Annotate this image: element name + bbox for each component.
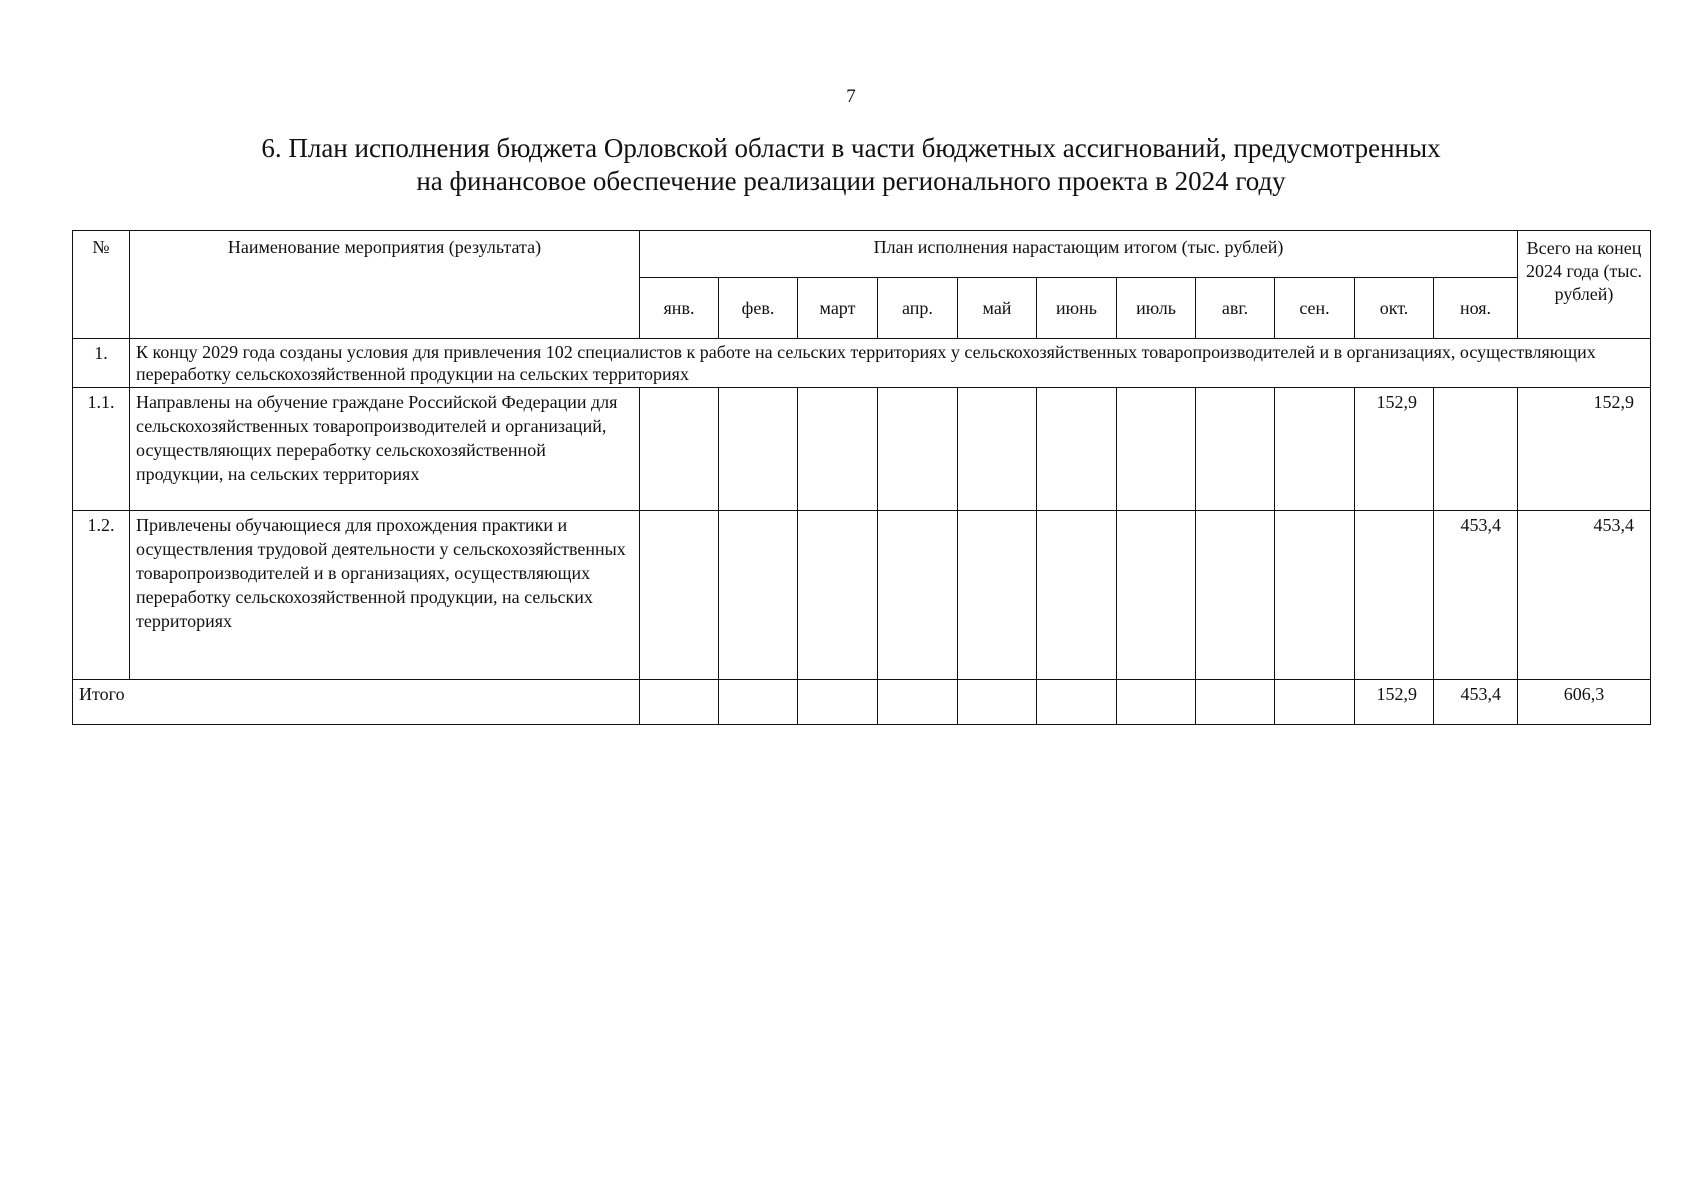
header-plan: План исполнения нарастающим итогом (тыс. рублей) bbox=[640, 231, 1518, 278]
total-month-value bbox=[798, 680, 878, 725]
total-month-value bbox=[1275, 680, 1355, 725]
total-row bbox=[73, 680, 1651, 725]
header-month: июнь bbox=[1037, 278, 1117, 339]
row-total: 453,4 bbox=[1518, 511, 1651, 680]
month-value bbox=[1355, 511, 1434, 680]
month-value bbox=[958, 511, 1037, 680]
month-value bbox=[798, 388, 878, 511]
budget-plan-table bbox=[72, 230, 1651, 725]
header-total: Всего на конец 2024 года (тыс. рублей) bbox=[1518, 231, 1651, 339]
total-month-value bbox=[640, 680, 719, 725]
header-month: июль bbox=[1117, 278, 1196, 339]
row-name: Направлены на обучение граждане Российской Федерации для сельскохозяйственных товаропроизводителей и организаций, осуществляющих переработку сельскохозяйственной продукции, на сельских территориях bbox=[130, 388, 640, 511]
total-month-value bbox=[1196, 680, 1275, 725]
row-name: Привлечены обучающиеся для прохождения практики и осуществления трудовой деятельности у сельскохозяйственных товаропроизводителей и в организациях, осуществляющих переработку сельскохозяйственной продукции, на сельских территориях bbox=[130, 511, 640, 680]
total-month-value bbox=[719, 680, 798, 725]
month-value bbox=[719, 388, 798, 511]
header-month: авг. bbox=[1196, 278, 1275, 339]
header-month: март bbox=[798, 278, 878, 339]
header-month: окт. bbox=[1355, 278, 1434, 339]
header-month: янв. bbox=[640, 278, 719, 339]
month-value bbox=[958, 388, 1037, 511]
header-month: май bbox=[958, 278, 1037, 339]
total-month-value: 453,4 bbox=[1434, 680, 1518, 725]
goal-num: 1. bbox=[73, 339, 130, 388]
header-month: сен. bbox=[1275, 278, 1355, 339]
grand-total: 606,3 bbox=[1518, 680, 1651, 725]
total-month-value bbox=[1037, 680, 1117, 725]
row-total: 152,9 bbox=[1518, 388, 1651, 511]
table-row bbox=[73, 511, 1651, 680]
page-number: 7 bbox=[846, 86, 856, 107]
month-value bbox=[1275, 511, 1355, 680]
month-value bbox=[1037, 511, 1117, 680]
row-num: 1.1. bbox=[73, 388, 130, 511]
month-value bbox=[640, 388, 719, 511]
month-value bbox=[1037, 388, 1117, 511]
total-month-value bbox=[1117, 680, 1196, 725]
month-value bbox=[640, 511, 719, 680]
total-label: Итого bbox=[73, 680, 640, 725]
month-value: 152,9 bbox=[1355, 388, 1434, 511]
goal-text: К концу 2029 года созданы условия для привлечения 102 специалистов к работе на сельских территориях у сельскохозяйственных товаропроизводителей и в организациях, осуществляющих переработку сельскохозяйственной продукции на сельских территориях bbox=[130, 339, 1651, 388]
month-value bbox=[1275, 388, 1355, 511]
month-value bbox=[798, 511, 878, 680]
month-value bbox=[1117, 388, 1196, 511]
header-name: Наименование мероприятия (результата) bbox=[130, 231, 640, 339]
table-row bbox=[73, 388, 1651, 511]
total-month-value bbox=[878, 680, 958, 725]
month-value bbox=[1117, 511, 1196, 680]
title-line-2: на финансовое обеспечение реализации регионального проекта в 2024 году bbox=[416, 166, 1286, 196]
row-num: 1.2. bbox=[73, 511, 130, 680]
month-value bbox=[719, 511, 798, 680]
month-value bbox=[1196, 511, 1275, 680]
header-month: фев. bbox=[719, 278, 798, 339]
month-value bbox=[878, 511, 958, 680]
month-value: 453,4 bbox=[1434, 511, 1518, 680]
header-month: ноя. bbox=[1434, 278, 1518, 339]
header-month: апр. bbox=[878, 278, 958, 339]
goal-row bbox=[73, 339, 1651, 388]
title-line-1: 6. План исполнения бюджета Орловской области в части бюджетных ассигнований, предусмотренных bbox=[261, 133, 1441, 163]
page-title bbox=[0, 132, 1702, 198]
month-value bbox=[1196, 388, 1275, 511]
header-row-top bbox=[73, 231, 1651, 278]
month-value bbox=[1434, 388, 1518, 511]
month-value bbox=[878, 388, 958, 511]
header-num: № bbox=[73, 231, 130, 339]
total-month-value: 152,9 bbox=[1355, 680, 1434, 725]
total-month-value bbox=[958, 680, 1037, 725]
